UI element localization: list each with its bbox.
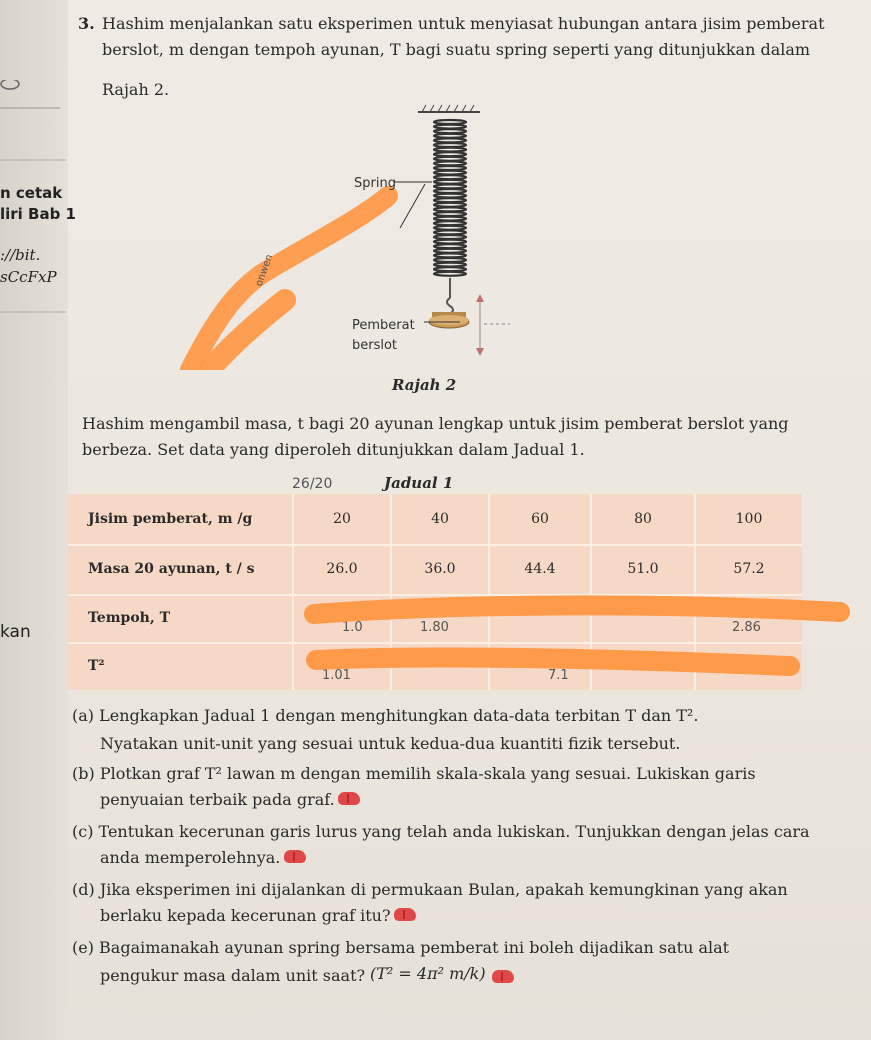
brain-icon bbox=[394, 908, 416, 921]
margin-text-1: n cetak bbox=[0, 184, 63, 202]
spring-label: Spring bbox=[354, 176, 396, 191]
question-line-2: berslot, m dengan tempoh ayunan, T bagi suatu spring seperti yang ditunjukkan dalam bbox=[102, 40, 811, 59]
table-cell: 36.0 bbox=[390, 544, 488, 594]
question-line-1: Hashim menjalankan satu eksperimen untuk menyiasat hubungan antara jisim pemberat bbox=[102, 14, 825, 33]
brain-icon bbox=[338, 792, 360, 805]
margin-text-4: sCcFxP bbox=[0, 268, 57, 286]
row-header-mass: Jisim pemberat, m /g bbox=[88, 511, 253, 527]
pen-note-figure: onwen bbox=[253, 253, 276, 288]
brain-icon bbox=[492, 970, 514, 983]
part-b-line-1: (b) Plotkan graf T² lawan m dengan memilih skala-skala yang sesuai. Lukiskan garis bbox=[72, 764, 756, 783]
part-a-line-2: Nyatakan unit-unit yang sesuai untuk kedua-dua kuantiti fizik tersebut. bbox=[100, 734, 681, 753]
figure-caption: Rajah 2 bbox=[392, 376, 457, 394]
weight-label-line-1: Pemberat bbox=[352, 318, 415, 333]
part-c-line-2: anda memperolehnya. bbox=[100, 848, 281, 867]
intro-line-1: Hashim mengambil masa, t bagi 20 ayunan lengkap untuk jisim pemberat berslot yang bbox=[82, 414, 789, 433]
part-e-line-2: pengukur masa dalam unit saat? bbox=[100, 966, 366, 985]
margin-text-2: liri Bab 1 bbox=[0, 205, 76, 223]
handwritten-t2-4: 7.1 bbox=[548, 668, 569, 683]
row-header-time: Masa 20 ayunan, t / s bbox=[88, 561, 255, 577]
handwritten-period-1: 1.0 bbox=[342, 620, 363, 635]
table-cell: 40 bbox=[390, 494, 488, 544]
table-cell: 26.0 bbox=[292, 544, 390, 594]
table-cell: 51.0 bbox=[590, 544, 694, 594]
table-cell: 20 bbox=[292, 494, 390, 544]
part-c-line-1: (c) Tentukan kecerunan garis lurus yang telah anda lukiskan. Tunjukkan dengan jelas cara bbox=[72, 822, 810, 841]
part-e-formula: (T² = 4π² m/k) bbox=[370, 964, 486, 983]
question-line-3: Rajah 2. bbox=[102, 80, 170, 99]
part-b-line-2: penyuaian terbaik pada graf. bbox=[100, 790, 335, 809]
part-d-line-2: berlaku kepada kecerunan graf itu? bbox=[100, 906, 391, 925]
row-header-period: Tempoh, T bbox=[88, 610, 171, 626]
table-cell: 80 bbox=[590, 494, 694, 544]
part-a-line-1: (a) Lengkapkan Jadual 1 dengan menghitungkan data-data terbitan T dan T². bbox=[72, 706, 699, 725]
row-header-period-squared: T² bbox=[88, 658, 105, 674]
handwritten-t2-1: 1.01 bbox=[322, 668, 351, 683]
table-cell: 100 bbox=[694, 494, 802, 544]
part-d-line-1: (d) Jika eksperimen ini dijalankan di permukaan Bulan, apakah kemungkinan yang akan bbox=[72, 880, 788, 899]
table-cell: 57.2 bbox=[694, 544, 802, 594]
brain-icon bbox=[284, 850, 306, 863]
handwritten-period-5: 2.86 bbox=[732, 620, 761, 635]
handwritten-note: 26/20 bbox=[292, 476, 333, 492]
weight-label-line-2: berslot bbox=[352, 338, 398, 353]
question-number: 3. bbox=[78, 14, 95, 33]
margin-text-3: ://bit. bbox=[0, 246, 41, 264]
part-e-line-1: (e) Bagaimanakah ayunan spring bersama pemberat ini boleh dijadikan satu alat bbox=[72, 938, 730, 957]
table-cell: 44.4 bbox=[488, 544, 590, 594]
intro-line-2: berbeza. Set data yang diperoleh ditunjukkan dalam Jadual 1. bbox=[82, 440, 585, 459]
table-cell: 60 bbox=[488, 494, 590, 544]
margin-text-5: kan bbox=[0, 622, 31, 642]
table-caption: Jadual 1 bbox=[384, 474, 454, 492]
handwritten-period-2: 1.80 bbox=[420, 620, 449, 635]
